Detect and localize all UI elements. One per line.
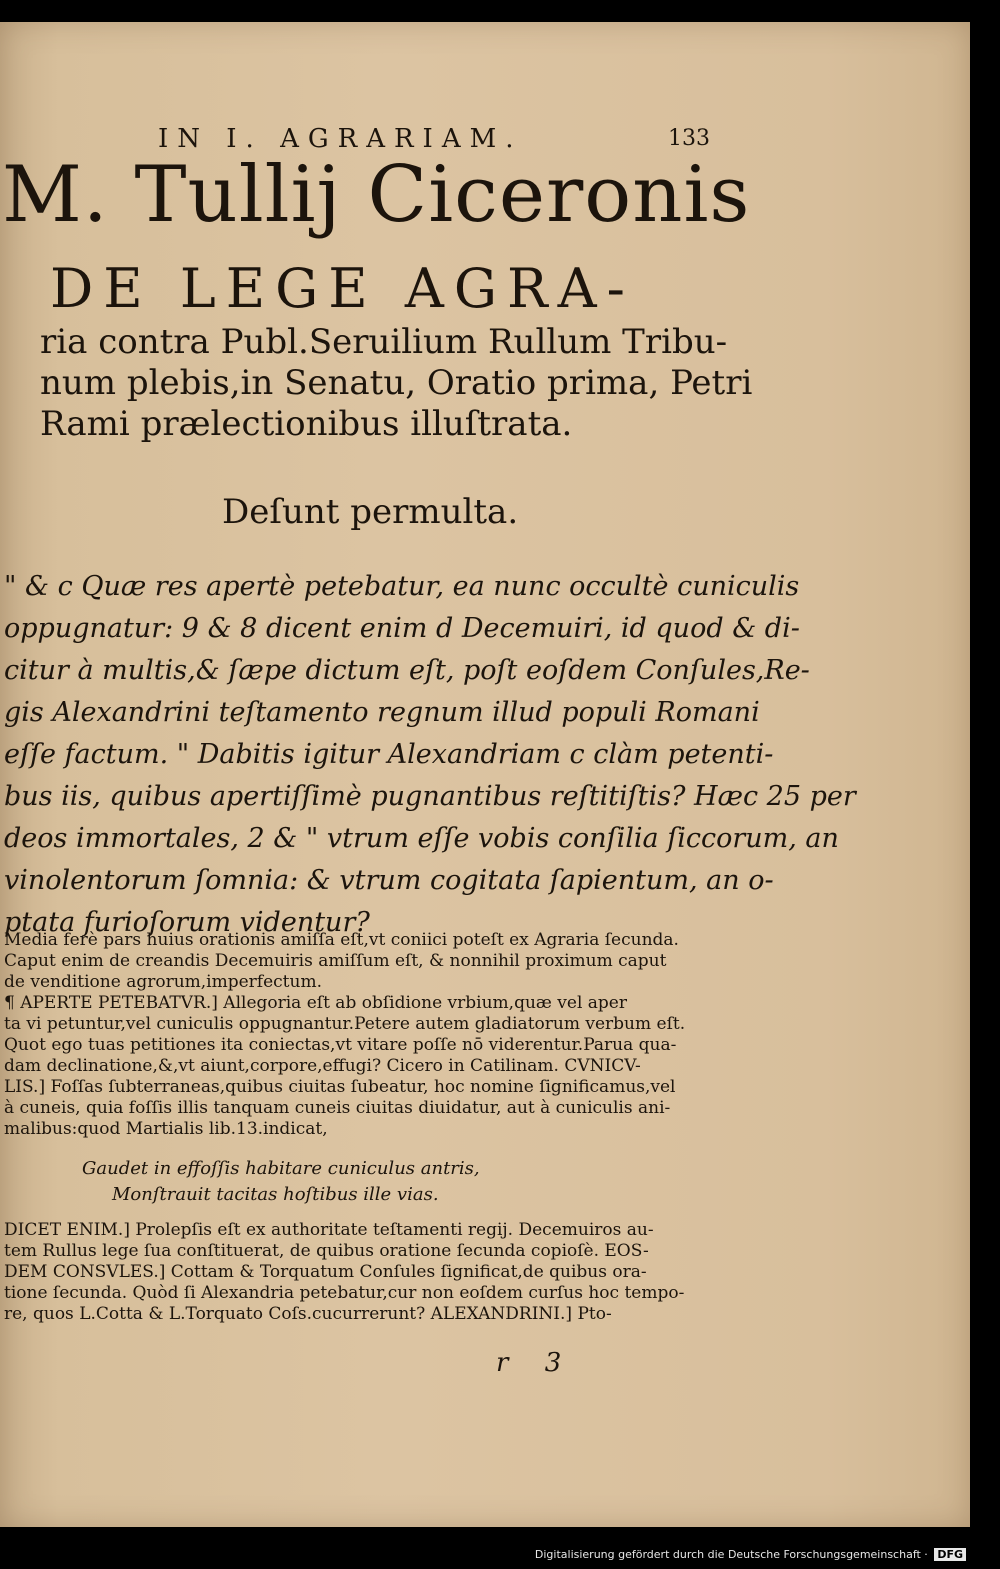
commentary-block-2 [4,1220,684,1325]
page-title: M. Tullij Ciceronis [2,150,751,240]
commentary-line: Caput enim de creandis Decemuiris amiſſum eſt, & nonnihil proximum caput [4,951,667,971]
footer-text: Digitalisierung gefördert durch die Deutsche Forschungsgemeinschaft · [534,1548,928,1561]
oration-line: bus iis, quibus apertiſſimè pugnantibus reſtitiſtis? Hæc 25 per [4,781,856,812]
dfg-logo[interactable]: DFG [934,1548,966,1561]
commentary-line: re, quos L.Cotta & L.Torquato Coſs.cucurrerunt? ALEXANDRINI.] Pto- [4,1304,612,1324]
commentary-block [4,930,704,1140]
heading-line: num plebis,in Senatu, Oratio prima, Petri [40,363,753,403]
heading-description [40,322,752,445]
oration-line: gis Alexandrini teſtamento regnum illud populi Romani [4,697,760,728]
oration-line: ptata furioſorum videntur? [4,907,370,938]
commentary-line: malibus:quod Martialis lib.13.indicat, [4,1119,328,1139]
commentary-line: ¶ APERTE PETEBATVR.] Allegoria eſt ab obſidione vrbium,quæ vel aper [4,993,627,1013]
section-heading: Deſunt permulta. [222,492,519,532]
commentary-line: DICET ENIM.] Prolepſis eſt ex authoritate teſtamenti regij. Decemuiros au- [4,1220,654,1240]
subtitle: DE LEGE AGRA- [50,257,635,320]
commentary-line: tem Rullus lege ſua conſtituerat, de quibus oratione ſecunda copioſè. EOS- [4,1241,649,1261]
commentary-line: de venditione agrorum,imperfectum. [4,972,322,992]
oration-line: " & c Quæ res apertè petebatur, ea nunc occultè cuniculis [4,571,800,602]
commentary-line: DEM CONSVLES.] Cottam & Torquatum Conſules ſignificat,de quibus ora- [4,1262,647,1282]
verse-line: Gaudet in effoſſis habitare cuniculus antris, [82,1158,480,1179]
oration-line: citur à multis,& ſæpe dictum eſt, poſt eoſdem Conſules,Re- [4,655,810,686]
oration-line: vinolentorum ſomnia: & vtrum cogitata ſapientum, an o- [4,865,774,896]
commentary-line: ta vi petuntur,vel cuniculis oppugnantur.Petere autem gladiatorum verbum eſt. [4,1014,686,1034]
heading-line: Rami prælectionibus illuſtrata. [40,404,573,444]
digitization-footer [535,1548,966,1561]
oration-line: deos immortales, 2 & " vtrum eſſe vobis conſilia ſiccorum, an [4,823,839,854]
commentary-line: tione ſecunda. Quòd ſi Alexandria petebatur,cur non eoſdem curſus hoc tempo- [4,1283,685,1303]
heading-line: ria contra Publ.Seruilium Rullum Tribu- [40,322,728,362]
running-head: IN I. AGRARIAM. [158,124,523,154]
commentary-line: Media ferè pars huius orationis amiſſa eſt,vt coniici poteſt ex Agraria ſecunda. [4,930,679,950]
commentary-line: LIS.] Foſſas ſubterraneas,quibus ciuitas ſubeatur, hoc nomine ſignificamus,vel [4,1077,676,1097]
commentary-line: Quot ego tuas petitiones ita coniectas,vt vitare poſſe nō viderentur.Parua qua- [4,1035,677,1055]
page-number: 133 [668,126,710,151]
signature-mark: r 3 [496,1348,576,1378]
oration-line: oppugnatur: 9 & 8 dicent enim d Decemuiri, id quod & di- [4,613,800,644]
commentary-line: à cuneis, quia foſſis illis tanquam cuneis ciuitas diuidatur, aut à cuniculis ani- [4,1098,671,1118]
oration-text [4,566,856,944]
verse-line: Monſtrauit tacitas hoſtibus ille vias. [112,1184,439,1205]
book-page [0,22,970,1527]
commentary-line: dam declinatione,&,vt aiunt,corpore,effugi? Cicero in Catilinam. CVNICV- [4,1056,641,1076]
oration-line: eſſe factum. " Dabitis igitur Alexandriam c clàm petenti- [4,739,774,770]
